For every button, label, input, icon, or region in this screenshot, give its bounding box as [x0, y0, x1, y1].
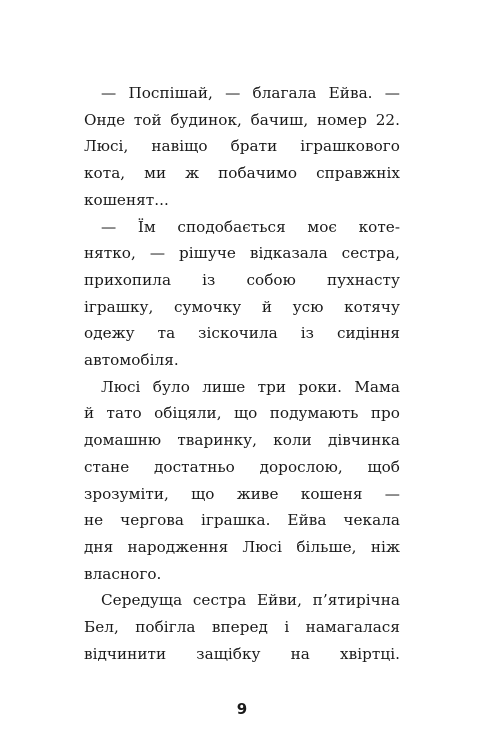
- text-line: власного.: [84, 564, 162, 583]
- text-line: стане достатньо дорослою, щоб: [84, 457, 400, 476]
- paragraph-4: [84, 587, 400, 667]
- text-line: відчинити защібку на хвіртці.: [84, 644, 400, 663]
- text-line: кошенят...: [84, 190, 169, 209]
- body-text: [84, 80, 400, 667]
- text-line: — Їм сподобається моє коте-: [101, 217, 400, 236]
- text-line: Бел, побігла вперед і намагалася: [84, 618, 400, 637]
- text-line: автомобіля.: [84, 351, 179, 370]
- text-line: нятко, — рішуче відказала сестра,: [84, 244, 400, 263]
- text-line: й тато обіцяли, що подумають про: [84, 404, 400, 423]
- text-line: іграшку, сумочку й усю котячу: [84, 297, 400, 316]
- text-line: Люсі, навіщо брати іграшкового: [84, 137, 400, 156]
- text-line: прихопила із собою пухнасту: [84, 270, 400, 289]
- text-line: кота, ми ж побачимо справжніх: [84, 164, 400, 183]
- text-line: домашню тваринку, коли дівчинка: [84, 431, 400, 450]
- text-line: Середуща сестра Ейви, п’ятирічна: [101, 591, 400, 610]
- paragraph-3: [84, 374, 400, 588]
- paragraph-1: [84, 80, 400, 214]
- text-line: — Поспішай, — благала Ейва. —: [101, 84, 400, 102]
- text-line: одежу та зіскочила із сидіння: [84, 324, 400, 343]
- text-line: Люсі було лише три роки. Мама: [101, 377, 400, 396]
- text-line: не чергова іграшка. Ейва чекала: [84, 511, 400, 530]
- text-line: дня народження Люсі більше, ніж: [84, 537, 400, 556]
- text-line: зрозуміти, що живе кошеня —: [84, 484, 400, 503]
- page-number: 9: [236, 700, 248, 718]
- text-line: Онде той будинок, бачиш, номер 22.: [84, 110, 400, 129]
- paragraph-2: [84, 214, 400, 374]
